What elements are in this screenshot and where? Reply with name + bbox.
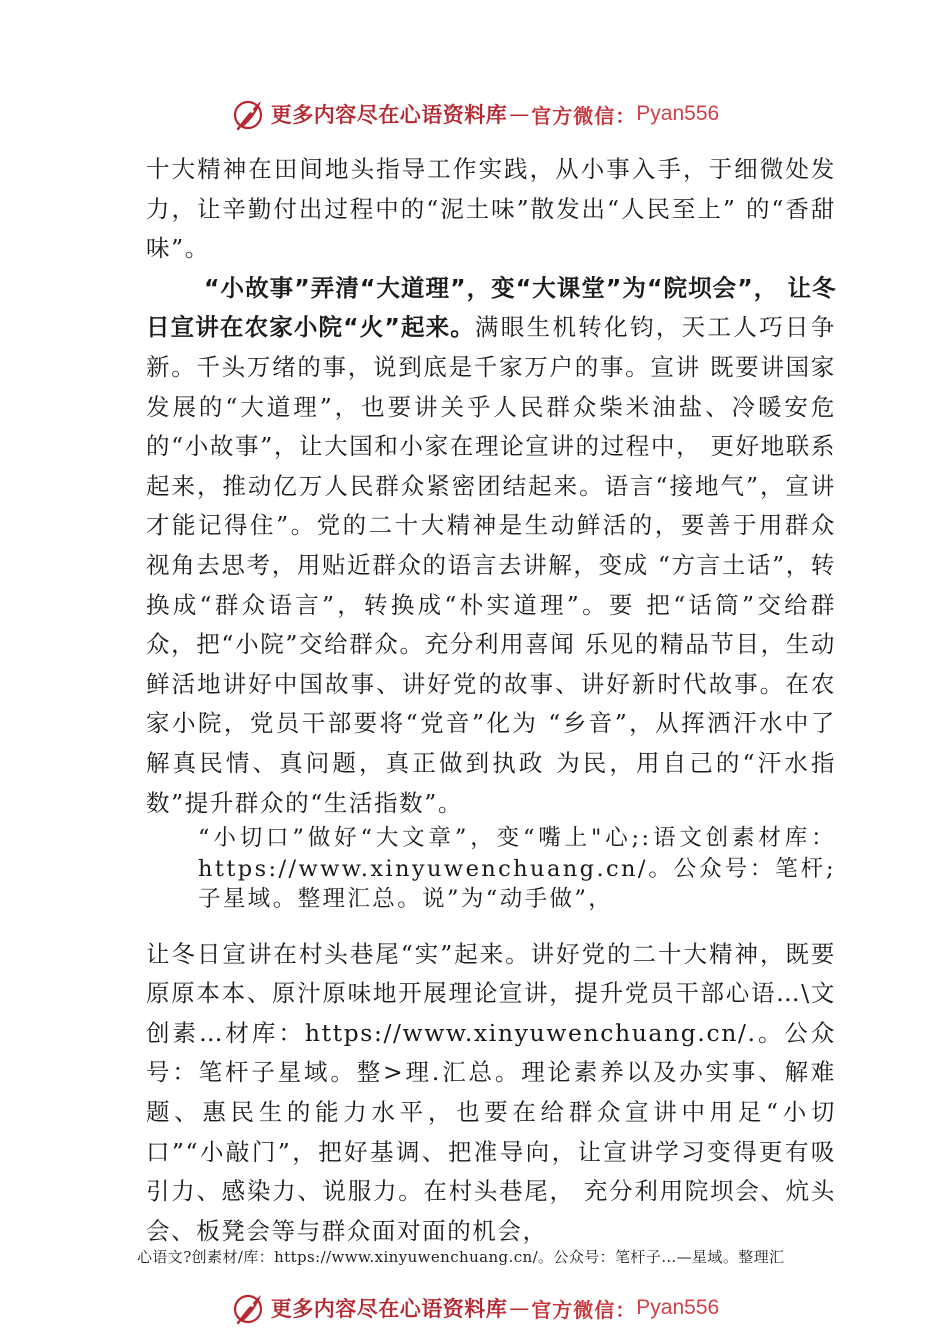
banner-wechat-label: 官方微信： xyxy=(531,103,637,128)
footer-banner xyxy=(0,1288,950,1328)
banner-separator: — xyxy=(509,102,530,126)
banner-wechat-id: Pyan556 xyxy=(636,102,720,125)
pen-nib-logo-icon xyxy=(231,1290,267,1326)
banner-separator: — xyxy=(509,1296,530,1320)
paragraph-2-body: 满眼生机转化钧，天工人巧日争新。千头万绪的事，说到底是千家万户的事。宣讲 既要讲国家发展的“大道理”，也要讲关乎人民群众柴米油盐、冷暖安危的“小故事”，让大国和小家在理论宣讲的过程中， 更好地联系起来，推动亿万人民群众紧密团结起来。语言“接地气”，宣讲才能记得住”。党的二十大精神是生动鲜活的，要善于用群众视角去思考，用贴近群众的语言去讲解，变成 “方言土话”，转换成“群众语言”，转换成“朴实道理”。要 把“话筒”交给群众，把“小院”交给群众。充分利用喜闻 乐见的精品节目，生动鲜活地讲好中国故事、讲好党的故事、讲好新时代故事。在农家小院，党员干部要将“党音”化为 “乡音”，从挥洒汗水中了解真民情、真问题，真正做到执政 为民，用自己的“汗水指数”提升群众的“生活指数”。 xyxy=(146,313,836,817)
inset-paragraph: “小切口”做好“大文章”，变“嘴上"心;:语文创素材库：https://www.xinyuwenchuang.cn/。公众号：笔杆;子星域。整理汇总。说”为“动手做”， xyxy=(198,825,836,913)
banner-wechat-id: Pyan556 xyxy=(636,1296,720,1319)
banner-text: 更多内容尽在心语资料库 xyxy=(270,1296,508,1321)
paragraph-2-lead-heading: “小故事”弄清“大道理”，变“大课堂”为“院坝会”， 让冬日宣讲在农家小院“火”起来。 xyxy=(146,273,836,342)
footer-note: 心语文?创素材/库：https://www.xinyuwenchuang.cn/。公众号：笔杆子…—星域。整理汇 xyxy=(137,1248,785,1266)
paragraph-1: 十大精神在田间地头指导工作实践，从小事入手，于细微处发力，让辛勤付出过程中的“泥土味”散发出“人民至上” 的“香甜味”。 xyxy=(146,155,836,263)
banner-wechat-label: 官方微信： xyxy=(531,1297,637,1322)
pen-nib-logo-icon xyxy=(231,96,267,132)
header-banner xyxy=(0,94,950,134)
paragraph-2 xyxy=(146,269,836,823)
document-body xyxy=(146,150,836,1251)
banner-text: 更多内容尽在心语资料库 xyxy=(270,102,508,127)
paragraph-3: 让冬日宣讲在村头巷尾“实”起来。讲好党的二十大精神，既要原原本本、原汁原味地开展理论宣讲，提升党员干部心语…\文创素…材库：https://www.xinyuwenchuang.cn/.。公众号：笔杆子星域。整>理.汇总。理论素养以及办实事、解难题、惠民生的能力水平，也要在给群众宣讲中用足“小切口”“小敲门”，把好基调、把准导向，让宣讲学习变得更有吸引力、感染力、说服力。在村头巷尾， 充分利用院坝会、炕头会、板凳会等与群众面对面的机会， xyxy=(146,939,836,1245)
